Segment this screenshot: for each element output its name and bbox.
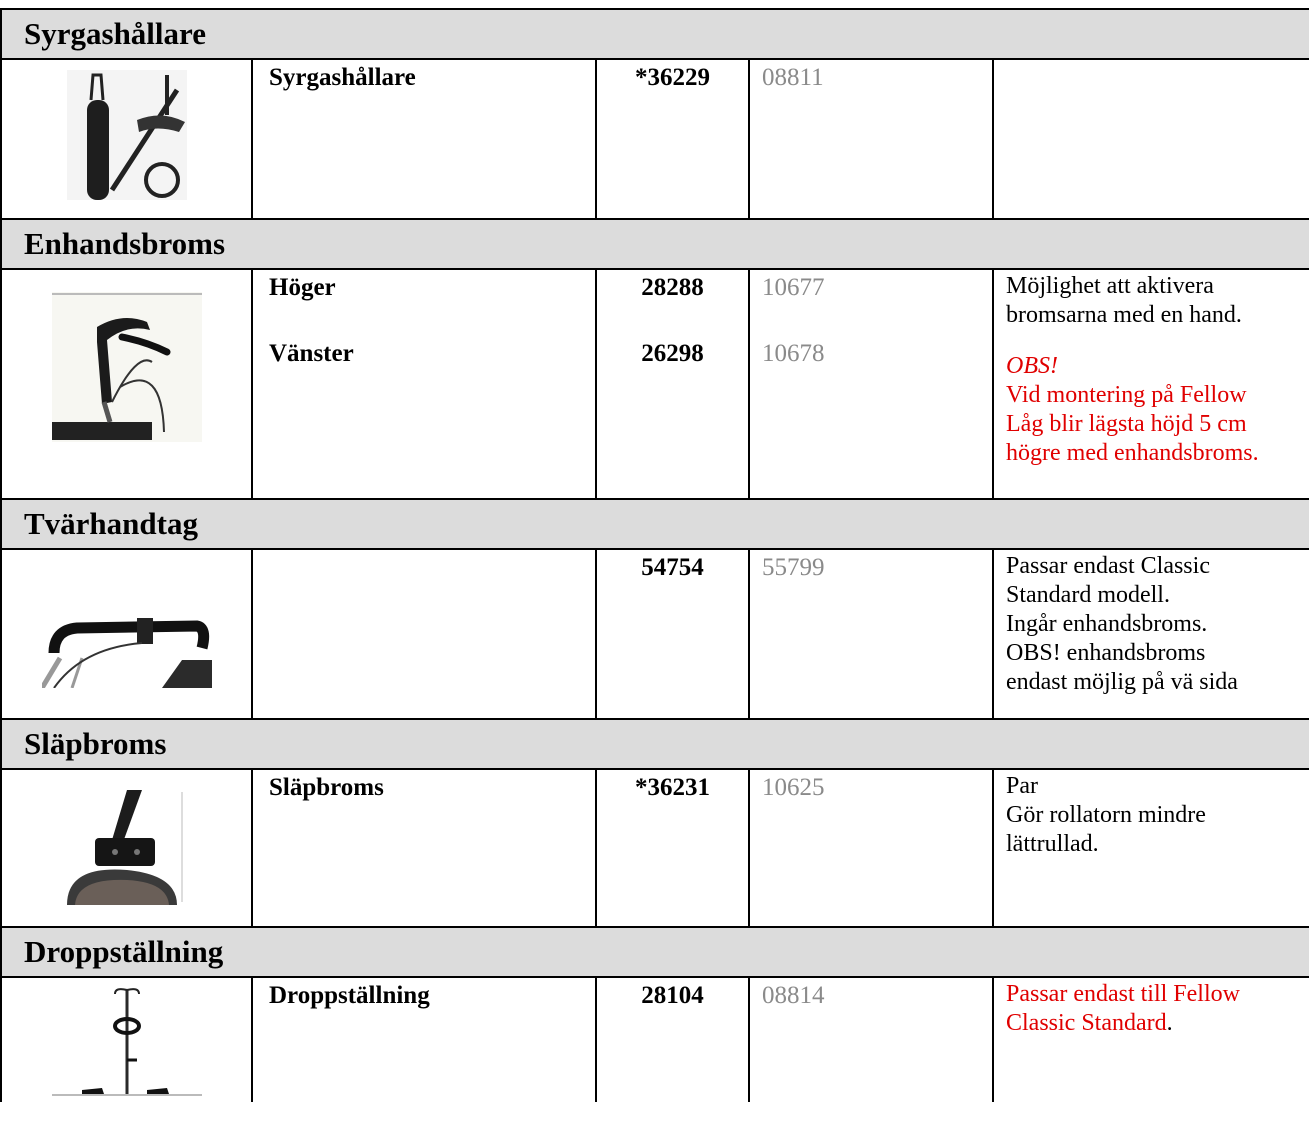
article-number: *36231: [635, 774, 710, 801]
product-note: Möjlighet att aktivera bromsarna med en hand. OBS! Vid montering på Fellow Låg blir lägsta höjd 5 cm högre med enhandsbroms.: [994, 270, 1309, 468]
product-note: Passar endast Classic Standard modell. Ingår enhandsbroms. OBS! enhandsbroms endast möjlig på vä sida: [1006, 553, 1238, 695]
iso-code-right: 10677: [762, 274, 825, 301]
article-number: 54754: [641, 554, 704, 581]
table-row: [1, 769, 1309, 927]
section-header-syrgashallare: Syrgashållare: [1, 9, 1309, 59]
article-number: *36229: [635, 64, 710, 91]
accessories-table: [0, 8, 1309, 1102]
hand-brake-icon: [52, 292, 202, 442]
article-number-left: 26298: [641, 340, 704, 367]
drag-brake-icon: [67, 790, 187, 905]
product-name-cell: [252, 769, 596, 927]
table-row: [1, 269, 1309, 499]
product-name: Släpbroms: [269, 774, 384, 801]
article-number: 28104: [641, 982, 704, 1009]
warning-heading: OBS!: [1006, 353, 1058, 379]
article-cell: [596, 769, 749, 927]
product-note: Par Gör rollatorn mindre lättrullad.: [1006, 773, 1206, 857]
article-cell: [596, 549, 749, 719]
iso-code: 55799: [762, 554, 825, 581]
product-name-left: Vänster: [269, 340, 354, 367]
product-name-cell: [252, 269, 596, 499]
product-image-cell: [1, 769, 252, 927]
product-name-cell: [252, 549, 596, 719]
code-cell: [749, 269, 993, 499]
note-cell: [993, 59, 1309, 219]
table-row: [1, 59, 1309, 219]
code-cell: [749, 59, 993, 219]
product-image-cell: [1, 59, 252, 219]
note-cell: [993, 977, 1309, 1102]
note-cell: [993, 269, 1309, 499]
product-name-cell: [252, 977, 596, 1102]
product-name: Syrgashållare: [269, 64, 416, 91]
iso-code: 08814: [762, 982, 825, 1009]
section-header-tvarhandtag: Tvärhandtag: [1, 499, 1309, 549]
product-name-right: Höger: [269, 274, 336, 301]
article-number-right: 28288: [641, 274, 704, 301]
product-note: Passar endast till Fellow Classic Standard.: [1006, 981, 1240, 1036]
note-cell: [993, 769, 1309, 927]
table-row: [1, 549, 1309, 719]
table-row: [1, 977, 1309, 1102]
section-header-slapbroms: Släpbroms: [1, 719, 1309, 769]
article-cell: [596, 977, 749, 1102]
code-cell: [749, 549, 993, 719]
iso-code: 10625: [762, 774, 825, 801]
product-image-cell: [1, 549, 252, 719]
section-header-enhandsbroms: Enhandsbroms: [1, 219, 1309, 269]
product-name: Droppställning: [269, 982, 430, 1009]
code-cell: [749, 769, 993, 927]
article-cell: [596, 269, 749, 499]
product-image-cell: [1, 269, 252, 499]
note-cell: [993, 549, 1309, 719]
cross-handle-icon: [42, 588, 212, 688]
product-name-cell: [252, 59, 596, 219]
article-cell: [596, 59, 749, 219]
iso-code: 08811: [762, 64, 824, 91]
section-header-droppstallning: Droppställning: [1, 927, 1309, 977]
code-cell: [749, 977, 993, 1102]
iso-code-left: 10678: [762, 340, 825, 367]
oxygen-holder-icon: [67, 70, 187, 200]
product-image-cell: [1, 977, 252, 1102]
drip-stand-icon: [52, 982, 202, 1097]
